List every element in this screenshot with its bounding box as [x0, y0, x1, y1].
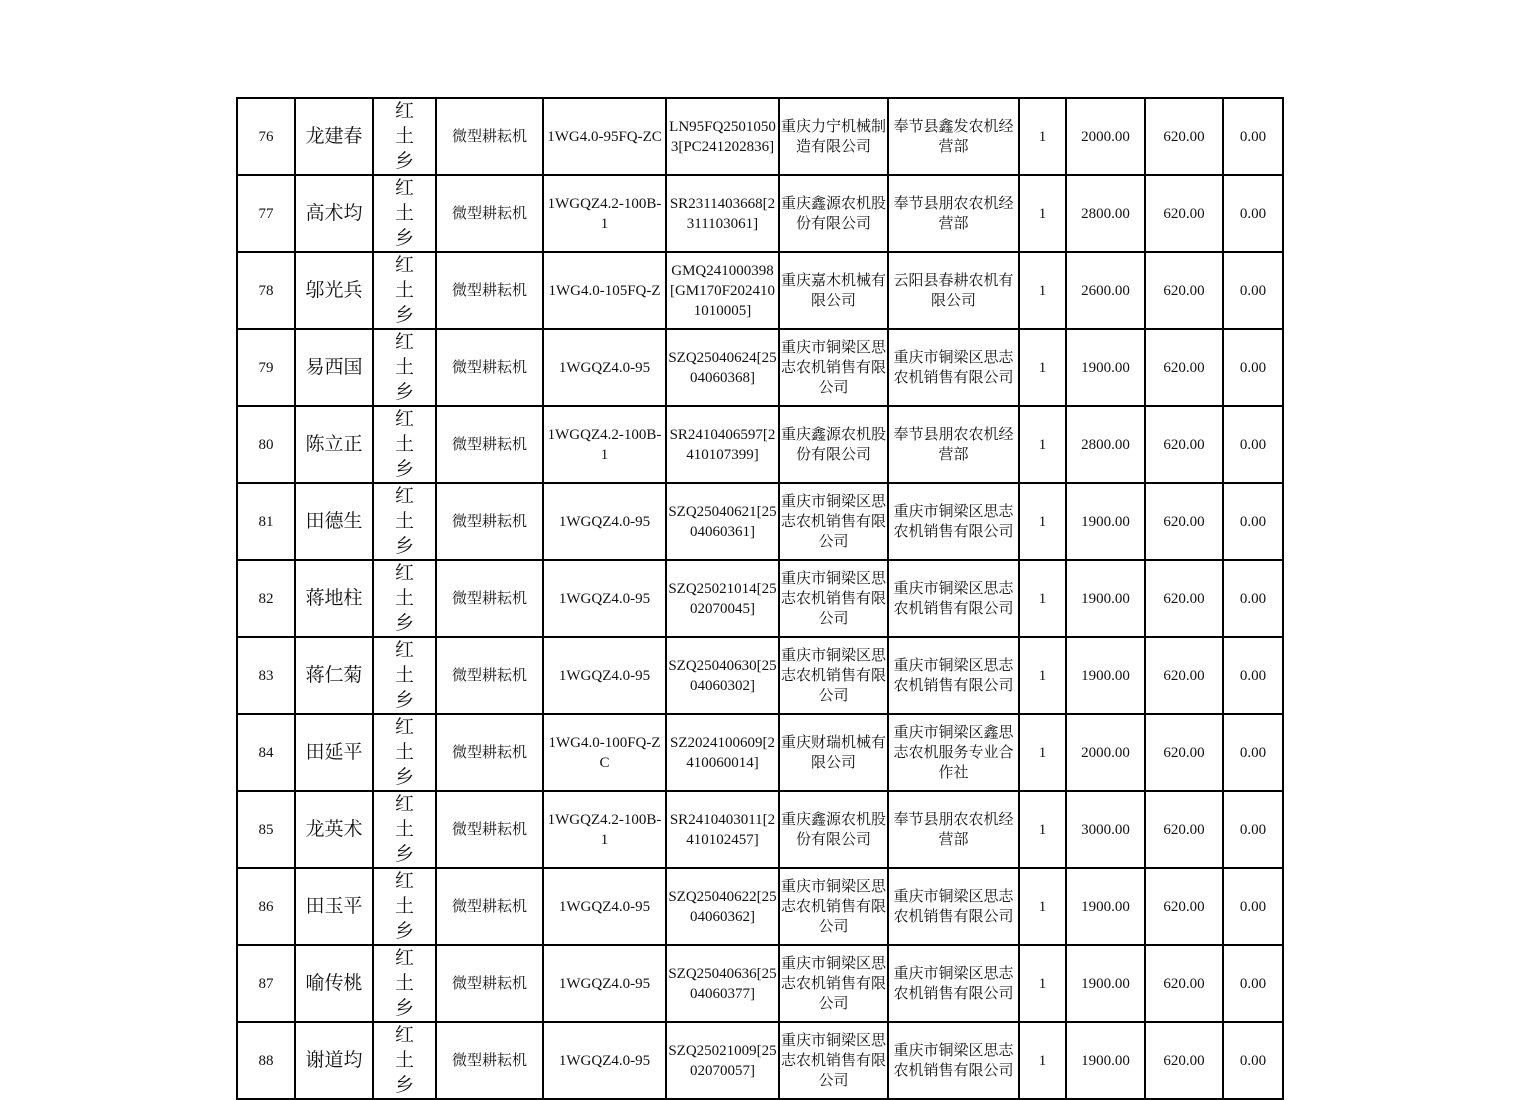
row-number-cell: 80: [237, 406, 295, 483]
price-cell: 2800.00: [1066, 406, 1145, 483]
quantity-cell: 1: [1019, 252, 1066, 329]
model-cell: 1WGQZ4.2-100B-1: [543, 175, 666, 252]
manufacturer-cell: 重庆市铜梁区思志农机销售有限公司: [779, 945, 888, 1022]
quantity-cell: 1: [1019, 868, 1066, 945]
item-cell: 微型耕耘机: [436, 406, 543, 483]
row-number-cell: 87: [237, 945, 295, 1022]
manufacturer-cell: 重庆市铜梁区思志农机销售有限公司: [779, 560, 888, 637]
quantity-cell: 1: [1019, 483, 1066, 560]
manufacturer-cell: 重庆鑫源农机股份有限公司: [779, 175, 888, 252]
quantity-cell: 1: [1019, 637, 1066, 714]
subsidy-cell: 620.00: [1145, 406, 1223, 483]
item-cell: 微型耕耘机: [436, 868, 543, 945]
table-row: [237, 868, 1283, 945]
extra-cell: 0.00: [1223, 560, 1283, 637]
table-row: [237, 406, 1283, 483]
township-cell: 红土乡: [373, 868, 436, 945]
dealer-cell: 奉节县朋农农机经营部: [888, 406, 1019, 483]
row-number-cell: 88: [237, 1022, 295, 1099]
township-cell: 红土乡: [373, 791, 436, 868]
township-cell: 红土乡: [373, 329, 436, 406]
item-cell: 微型耕耘机: [436, 329, 543, 406]
township-cell: 红土乡: [373, 637, 436, 714]
subsidy-cell: 620.00: [1145, 329, 1223, 406]
serial-cell: SZQ25040622[2504060362]: [666, 868, 779, 945]
table-row: [237, 945, 1283, 1022]
table-row: [237, 714, 1283, 791]
township-cell: 红土乡: [373, 714, 436, 791]
row-number-cell: 83: [237, 637, 295, 714]
subsidy-cell: 620.00: [1145, 714, 1223, 791]
serial-cell: SZQ25040630[2504060302]: [666, 637, 779, 714]
extra-cell: 0.00: [1223, 868, 1283, 945]
name-cell: 陈立正: [295, 406, 373, 483]
name-cell: 谢道均: [295, 1022, 373, 1099]
price-cell: 1900.00: [1066, 637, 1145, 714]
serial-cell: GMQ241000398[GM170F2024101010005]: [666, 252, 779, 329]
extra-cell: 0.00: [1223, 406, 1283, 483]
subsidy-table: [236, 97, 1284, 1100]
quantity-cell: 1: [1019, 175, 1066, 252]
manufacturer-cell: 重庆鑫源农机股份有限公司: [779, 791, 888, 868]
table-row: [237, 637, 1283, 714]
price-cell: 3000.00: [1066, 791, 1145, 868]
row-number-cell: 85: [237, 791, 295, 868]
serial-cell: SZQ25021014[2502070045]: [666, 560, 779, 637]
price-cell: 1900.00: [1066, 868, 1145, 945]
extra-cell: 0.00: [1223, 791, 1283, 868]
township-cell: 红土乡: [373, 175, 436, 252]
manufacturer-cell: 重庆市铜梁区思志农机销售有限公司: [779, 483, 888, 560]
table-row: [237, 560, 1283, 637]
row-number-cell: 81: [237, 483, 295, 560]
township-cell: 红土乡: [373, 483, 436, 560]
quantity-cell: 1: [1019, 98, 1066, 175]
model-cell: 1WGQZ4.2-100B-1: [543, 791, 666, 868]
dealer-cell: 云阳县春耕农机有限公司: [888, 252, 1019, 329]
subsidy-cell: 620.00: [1145, 791, 1223, 868]
name-cell: 蒋仁菊: [295, 637, 373, 714]
township-cell: 红土乡: [373, 252, 436, 329]
quantity-cell: 1: [1019, 1022, 1066, 1099]
serial-cell: SZQ25040636[2504060377]: [666, 945, 779, 1022]
row-number-cell: 84: [237, 714, 295, 791]
item-cell: 微型耕耘机: [436, 1022, 543, 1099]
quantity-cell: 1: [1019, 714, 1066, 791]
quantity-cell: 1: [1019, 560, 1066, 637]
manufacturer-cell: 重庆财瑞机械有限公司: [779, 714, 888, 791]
price-cell: 2600.00: [1066, 252, 1145, 329]
serial-cell: SZQ25021009[2502070057]: [666, 1022, 779, 1099]
quantity-cell: 1: [1019, 791, 1066, 868]
item-cell: 微型耕耘机: [436, 98, 543, 175]
model-cell: 1WGQZ4.0-95: [543, 1022, 666, 1099]
model-cell: 1WGQZ4.0-95: [543, 945, 666, 1022]
subsidy-cell: 620.00: [1145, 868, 1223, 945]
row-number-cell: 86: [237, 868, 295, 945]
subsidy-cell: 620.00: [1145, 175, 1223, 252]
name-cell: 喻传桃: [295, 945, 373, 1022]
price-cell: 1900.00: [1066, 329, 1145, 406]
model-cell: 1WGQZ4.0-95: [543, 637, 666, 714]
serial-cell: SR2410406597[2410107399]: [666, 406, 779, 483]
name-cell: 龙建春: [295, 98, 373, 175]
table-row: [237, 175, 1283, 252]
quantity-cell: 1: [1019, 406, 1066, 483]
township-cell: 红土乡: [373, 945, 436, 1022]
name-cell: 蒋地柱: [295, 560, 373, 637]
model-cell: 1WGQZ4.0-95: [543, 483, 666, 560]
serial-cell: SR2311403668[2311103061]: [666, 175, 779, 252]
price-cell: 2000.00: [1066, 714, 1145, 791]
row-number-cell: 82: [237, 560, 295, 637]
item-cell: 微型耕耘机: [436, 637, 543, 714]
extra-cell: 0.00: [1223, 945, 1283, 1022]
extra-cell: 0.00: [1223, 98, 1283, 175]
item-cell: 微型耕耘机: [436, 791, 543, 868]
extra-cell: 0.00: [1223, 252, 1283, 329]
model-cell: 1WGQZ4.0-95: [543, 560, 666, 637]
dealer-cell: 奉节县朋农农机经营部: [888, 175, 1019, 252]
subsidy-cell: 620.00: [1145, 945, 1223, 1022]
subsidy-cell: 620.00: [1145, 637, 1223, 714]
dealer-cell: 重庆市铜梁区思志农机销售有限公司: [888, 637, 1019, 714]
item-cell: 微型耕耘机: [436, 560, 543, 637]
model-cell: 1WGQZ4.2-100B-1: [543, 406, 666, 483]
subsidy-cell: 620.00: [1145, 252, 1223, 329]
dealer-cell: 重庆市铜梁区思志农机销售有限公司: [888, 329, 1019, 406]
name-cell: 高术均: [295, 175, 373, 252]
manufacturer-cell: 重庆市铜梁区思志农机销售有限公司: [779, 329, 888, 406]
table-row: [237, 483, 1283, 560]
name-cell: 易西国: [295, 329, 373, 406]
name-cell: 邬光兵: [295, 252, 373, 329]
row-number-cell: 76: [237, 98, 295, 175]
quantity-cell: 1: [1019, 945, 1066, 1022]
table-row: [237, 98, 1283, 175]
item-cell: 微型耕耘机: [436, 945, 543, 1022]
table-row: [237, 1022, 1283, 1099]
subsidy-cell: 620.00: [1145, 98, 1223, 175]
dealer-cell: 重庆市铜梁区思志农机销售有限公司: [888, 1022, 1019, 1099]
price-cell: 1900.00: [1066, 560, 1145, 637]
manufacturer-cell: 重庆鑫源农机股份有限公司: [779, 406, 888, 483]
price-cell: 1900.00: [1066, 1022, 1145, 1099]
row-number-cell: 78: [237, 252, 295, 329]
name-cell: 田德生: [295, 483, 373, 560]
serial-cell: SZQ25040621[2504060361]: [666, 483, 779, 560]
quantity-cell: 1: [1019, 329, 1066, 406]
dealer-cell: 重庆市铜梁区思志农机销售有限公司: [888, 483, 1019, 560]
dealer-cell: 重庆市铜梁区思志农机销售有限公司: [888, 560, 1019, 637]
price-cell: 2000.00: [1066, 98, 1145, 175]
serial-cell: SR2410403011[2410102457]: [666, 791, 779, 868]
model-cell: 1WG4.0-100FQ-ZC: [543, 714, 666, 791]
township-cell: 红土乡: [373, 98, 436, 175]
manufacturer-cell: 重庆力宁机械制造有限公司: [779, 98, 888, 175]
table-row: [237, 329, 1283, 406]
serial-cell: SZQ25040624[2504060368]: [666, 329, 779, 406]
subsidy-cell: 620.00: [1145, 1022, 1223, 1099]
item-cell: 微型耕耘机: [436, 483, 543, 560]
price-cell: 2800.00: [1066, 175, 1145, 252]
subsidy-cell: 620.00: [1145, 483, 1223, 560]
dealer-cell: 奉节县鑫发农机经营部: [888, 98, 1019, 175]
subsidy-cell: 620.00: [1145, 560, 1223, 637]
manufacturer-cell: 重庆市铜梁区思志农机销售有限公司: [779, 1022, 888, 1099]
dealer-cell: 重庆市铜梁区思志农机销售有限公司: [888, 868, 1019, 945]
row-number-cell: 79: [237, 329, 295, 406]
extra-cell: 0.00: [1223, 175, 1283, 252]
model-cell: 1WG4.0-95FQ-ZC: [543, 98, 666, 175]
table-row: [237, 791, 1283, 868]
item-cell: 微型耕耘机: [436, 252, 543, 329]
extra-cell: 0.00: [1223, 1022, 1283, 1099]
model-cell: 1WGQZ4.0-95: [543, 868, 666, 945]
name-cell: 田延平: [295, 714, 373, 791]
township-cell: 红土乡: [373, 406, 436, 483]
manufacturer-cell: 重庆市铜梁区思志农机销售有限公司: [779, 868, 888, 945]
name-cell: 龙英术: [295, 791, 373, 868]
model-cell: 1WG4.0-105FQ-Z: [543, 252, 666, 329]
dealer-cell: 重庆市铜梁区鑫思志农机服务专业合作社: [888, 714, 1019, 791]
item-cell: 微型耕耘机: [436, 714, 543, 791]
extra-cell: 0.00: [1223, 483, 1283, 560]
item-cell: 微型耕耘机: [436, 175, 543, 252]
extra-cell: 0.00: [1223, 329, 1283, 406]
row-number-cell: 77: [237, 175, 295, 252]
name-cell: 田玉平: [295, 868, 373, 945]
price-cell: 1900.00: [1066, 945, 1145, 1022]
table-row: [237, 252, 1283, 329]
dealer-cell: 重庆市铜梁区思志农机销售有限公司: [888, 945, 1019, 1022]
extra-cell: 0.00: [1223, 637, 1283, 714]
township-cell: 红土乡: [373, 1022, 436, 1099]
serial-cell: LN95FQ25010503[PC241202836]: [666, 98, 779, 175]
dealer-cell: 奉节县朋农农机经营部: [888, 791, 1019, 868]
model-cell: 1WGQZ4.0-95: [543, 329, 666, 406]
extra-cell: 0.00: [1223, 714, 1283, 791]
township-cell: 红土乡: [373, 560, 436, 637]
manufacturer-cell: 重庆市铜梁区思志农机销售有限公司: [779, 637, 888, 714]
price-cell: 1900.00: [1066, 483, 1145, 560]
serial-cell: SZ2024100609[2410060014]: [666, 714, 779, 791]
manufacturer-cell: 重庆嘉木机械有限公司: [779, 252, 888, 329]
table-body: [237, 98, 1283, 1099]
